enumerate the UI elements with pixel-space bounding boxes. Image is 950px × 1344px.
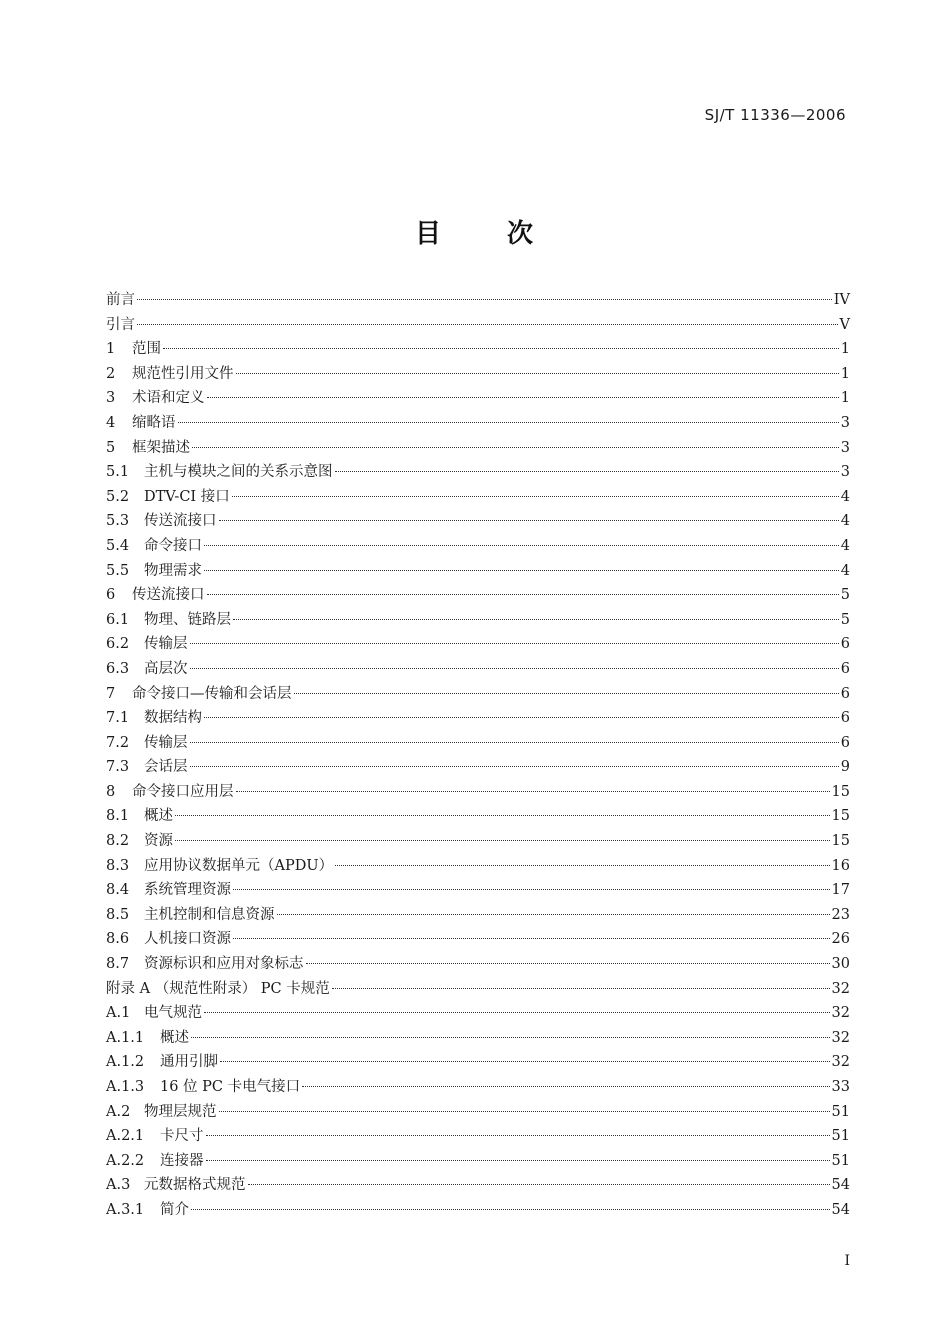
toc-entry-page: 3 [840, 464, 850, 481]
title-char-1: 目 [414, 219, 443, 249]
toc-entry-page: 6 [840, 636, 850, 653]
toc-entry-label: 规范性引用文件 [132, 365, 234, 382]
toc-entry[interactable] [106, 559, 850, 584]
toc-entry-label: 卡尺寸 [160, 1128, 204, 1145]
toc-entry-number: 7.3 [106, 759, 130, 776]
toc-entry-page: 17 [831, 882, 850, 899]
toc-entry-number: A.1.3 [106, 1079, 145, 1095]
toc-entry-number: A.2.2 [106, 1152, 145, 1169]
toc-entry-number: 8.7 [106, 956, 130, 973]
toc-entry-label: 概述 [160, 1029, 189, 1046]
toc-entry[interactable] [106, 1050, 850, 1075]
toc-entry-page: 32 [831, 1029, 850, 1046]
toc-entry-label: 资源 [144, 833, 173, 850]
toc-entry-label: 资源标识和应用对象标志 [144, 956, 304, 973]
dot-leader [175, 814, 830, 816]
dot-leader [175, 839, 830, 841]
dot-leader [190, 765, 839, 767]
toc-entry-page: 3 [840, 439, 850, 456]
toc-entry-number: 5.3 [106, 513, 130, 530]
toc-entry-page: 4 [840, 537, 850, 554]
toc-entry[interactable] [106, 780, 850, 805]
toc-entry-number: 4 [106, 414, 116, 431]
toc-entry[interactable] [106, 682, 850, 707]
dot-leader [192, 446, 839, 448]
toc-entry[interactable] [106, 657, 850, 682]
table-of-contents [106, 288, 850, 1223]
toc-entry[interactable] [106, 1173, 850, 1198]
dot-leader [204, 716, 839, 718]
toc-entry[interactable] [106, 313, 850, 338]
toc-entry-page: 15 [831, 833, 850, 850]
toc-entry-label: 术语和定义 [132, 390, 205, 407]
toc-entry-label: 引言 [106, 316, 135, 333]
toc-entry-page: 32 [831, 1005, 850, 1022]
toc-entry-number: 2 [106, 365, 116, 382]
page-number: I [844, 1253, 850, 1269]
toc-entry-number: A.2.1 [106, 1128, 145, 1145]
standard-number: SJ/T 11336—2006 [704, 106, 846, 124]
toc-entry[interactable] [106, 952, 850, 977]
toc-entry-page: 4 [840, 513, 850, 530]
toc-entry[interactable] [106, 386, 850, 411]
toc-entry-number: 8.3 [106, 857, 130, 874]
toc-entry-label: 元数据格式规范 [144, 1177, 246, 1194]
toc-entry-page: 9 [840, 759, 850, 776]
toc-entry-label: 范围 [132, 341, 161, 358]
toc-entry-label: 物理需求 [144, 562, 202, 579]
toc-entry-page: 1 [840, 341, 850, 358]
toc-entry-label: 传输层 [144, 636, 188, 653]
toc-entry-label: 连接器 [160, 1152, 204, 1169]
toc-entry[interactable] [106, 1075, 850, 1100]
dot-leader [137, 323, 838, 325]
dot-leader [191, 1036, 830, 1038]
toc-entry-number: A.1.2 [106, 1054, 145, 1071]
toc-entry-label: 命令接口 [144, 537, 202, 554]
toc-entry-number: 8.4 [106, 882, 130, 899]
toc-entry-number: 8.5 [106, 906, 130, 923]
dot-leader [163, 347, 839, 349]
toc-entry-number: 6.3 [106, 660, 130, 677]
toc-entry-label: 传输层 [144, 734, 188, 751]
toc-entry-label: 附录 A （规范性附录） PC 卡规范 [106, 980, 330, 997]
toc-entry-label: 16 位 PC 卡电气接口 [160, 1079, 301, 1095]
dot-leader [335, 864, 829, 866]
toc-entry[interactable] [106, 1100, 850, 1125]
toc-entry-label: 缩略语 [132, 414, 176, 431]
toc-entry[interactable] [106, 706, 850, 731]
page-title [0, 213, 950, 250]
toc-entry[interactable] [106, 485, 850, 510]
toc-entry-label: 前言 [106, 292, 135, 308]
dot-leader [178, 421, 839, 423]
toc-entry-number: 8 [106, 783, 116, 800]
toc-entry-label: 传送流接口 [144, 513, 217, 530]
dot-leader [204, 544, 839, 546]
dot-leader [220, 1060, 830, 1062]
toc-entry-number: 8.2 [106, 833, 130, 850]
dot-leader [277, 913, 830, 915]
toc-entry-label: 命令接口—传输和会话层 [132, 685, 292, 702]
toc-entry-page: 4 [840, 562, 850, 579]
toc-entry-number: A.1.1 [106, 1029, 145, 1046]
toc-entry-number: 7 [106, 685, 116, 702]
toc-entry-label: 应用协议数据单元（APDU） [144, 857, 334, 874]
toc-entry[interactable] [106, 1026, 850, 1051]
toc-entry-number: 8.1 [106, 808, 130, 825]
toc-entry-label: 人机接口资源 [144, 931, 231, 948]
toc-entry-page: 30 [831, 956, 850, 973]
toc-entry-page: 3 [840, 414, 850, 431]
dot-leader [219, 519, 839, 521]
toc-entry-page: 1 [840, 390, 850, 407]
toc-entry[interactable] [106, 878, 850, 903]
toc-entry[interactable] [106, 1124, 850, 1149]
toc-entry-page: 15 [831, 808, 850, 825]
toc-entry-number: A.3.1 [106, 1201, 145, 1218]
toc-entry-number: 6.2 [106, 636, 130, 653]
toc-entry[interactable] [106, 608, 850, 633]
toc-entry-number: 5 [106, 439, 116, 456]
dot-leader [294, 692, 839, 694]
toc-entry-page: 6 [840, 685, 850, 702]
toc-entry-page: IV [833, 292, 850, 308]
toc-entry-page: 54 [831, 1201, 850, 1218]
toc-entry-page: 6 [840, 710, 850, 727]
dot-leader [236, 372, 839, 374]
toc-entry-page: 32 [831, 980, 850, 997]
toc-entry[interactable] [106, 755, 850, 780]
toc-entry-page: 1 [840, 365, 850, 382]
toc-entry-label: 系统管理资源 [144, 882, 231, 899]
toc-entry[interactable] [106, 903, 850, 928]
dot-leader [302, 1085, 829, 1087]
toc-entry[interactable] [106, 460, 850, 485]
toc-entry-page: 15 [831, 783, 850, 800]
dot-leader [233, 937, 830, 939]
toc-entry[interactable] [106, 927, 850, 952]
toc-entry-label: 框架描述 [132, 439, 190, 456]
toc-entry-number: A.3 [106, 1177, 131, 1194]
toc-entry[interactable] [106, 1198, 850, 1223]
toc-entry-page: 51 [831, 1103, 850, 1120]
toc-entry-label: 物理、链路层 [144, 611, 231, 628]
dot-leader [206, 1134, 830, 1136]
toc-entry-page: 6 [840, 660, 850, 677]
toc-entry[interactable] [106, 534, 850, 559]
toc-entry-page: 26 [831, 931, 850, 948]
dot-leader [219, 1110, 830, 1112]
toc-entry-number: 6.1 [106, 611, 130, 628]
toc-entry[interactable] [106, 731, 850, 756]
dot-leader [335, 470, 839, 472]
toc-entry-number: 8.6 [106, 931, 130, 948]
toc-entry-page: 33 [831, 1079, 850, 1095]
dot-leader [207, 396, 839, 398]
toc-entry-number: 7.2 [106, 734, 130, 751]
toc-entry-label: DTV-CI 接口 [144, 488, 230, 505]
dot-leader [190, 642, 839, 644]
toc-entry-number: 5.4 [106, 537, 130, 554]
toc-entry-number: 5.2 [106, 488, 130, 505]
title-char-2: 次 [507, 219, 536, 249]
toc-entry-label: 物理层规范 [144, 1103, 217, 1120]
toc-entry-label: 传送流接口 [132, 587, 205, 604]
toc-entry[interactable] [106, 411, 850, 436]
toc-entry-page: 4 [840, 488, 850, 505]
toc-entry-label: 命令接口应用层 [132, 783, 234, 800]
toc-entry-page: 5 [840, 587, 850, 604]
toc-entry-number: 6 [106, 587, 116, 604]
toc-entry-label: 电气规范 [144, 1005, 202, 1022]
toc-entry[interactable] [106, 583, 850, 608]
dot-leader [204, 569, 839, 571]
toc-entry[interactable] [106, 829, 850, 854]
toc-entry-label: 会话层 [144, 759, 188, 776]
toc-entry-page: 54 [831, 1177, 850, 1194]
dot-leader [332, 987, 830, 989]
toc-entry-label: 概述 [144, 808, 173, 825]
dot-leader [232, 495, 839, 497]
toc-entry-number: 7.1 [106, 710, 130, 727]
toc-entry-number: A.2 [106, 1103, 131, 1120]
toc-entry[interactable] [106, 436, 850, 461]
dot-leader [233, 888, 830, 890]
toc-entry-page: 6 [840, 734, 850, 751]
toc-entry-label: 通用引脚 [160, 1054, 218, 1071]
dot-leader [233, 618, 839, 620]
dot-leader [207, 593, 839, 595]
toc-entry[interactable] [106, 804, 850, 829]
toc-entry-label: 简介 [160, 1201, 189, 1218]
toc-entry[interactable] [106, 977, 850, 1002]
toc-entry[interactable] [106, 1149, 850, 1174]
toc-entry[interactable] [106, 1001, 850, 1026]
dot-leader [191, 1208, 830, 1210]
toc-entry-number: 3 [106, 390, 116, 407]
toc-entry[interactable] [106, 337, 850, 362]
toc-entry-page: 16 [831, 857, 850, 874]
toc-entry-label: 高层次 [144, 660, 188, 677]
toc-entry-label: 数据结构 [144, 710, 202, 727]
toc-entry[interactable] [106, 854, 850, 879]
toc-entry-number: 1 [106, 341, 116, 358]
toc-entry-page: 5 [840, 611, 850, 628]
dot-leader [248, 1183, 830, 1185]
toc-entry[interactable] [106, 509, 850, 534]
toc-entry-page: V [839, 316, 850, 333]
dot-leader [306, 962, 830, 964]
toc-entry-number: A.1 [106, 1005, 131, 1022]
dot-leader [206, 1159, 830, 1161]
dot-leader [137, 298, 832, 300]
toc-entry-page: 23 [831, 906, 850, 923]
toc-entry-label: 主机与模块之间的关系示意图 [144, 464, 333, 481]
dot-leader [190, 667, 839, 669]
toc-entry-number: 5.5 [106, 562, 130, 579]
dot-leader [204, 1011, 830, 1013]
toc-entry-page: 51 [831, 1128, 850, 1145]
dot-leader [236, 790, 830, 792]
toc-entry[interactable] [106, 632, 850, 657]
toc-entry[interactable] [106, 362, 850, 387]
toc-entry-label: 主机控制和信息资源 [144, 906, 275, 923]
toc-entry[interactable] [106, 288, 850, 313]
dot-leader [190, 741, 839, 743]
toc-entry-number: 5.1 [106, 464, 130, 481]
toc-entry-page: 32 [831, 1054, 850, 1071]
toc-entry-page: 51 [831, 1152, 850, 1169]
